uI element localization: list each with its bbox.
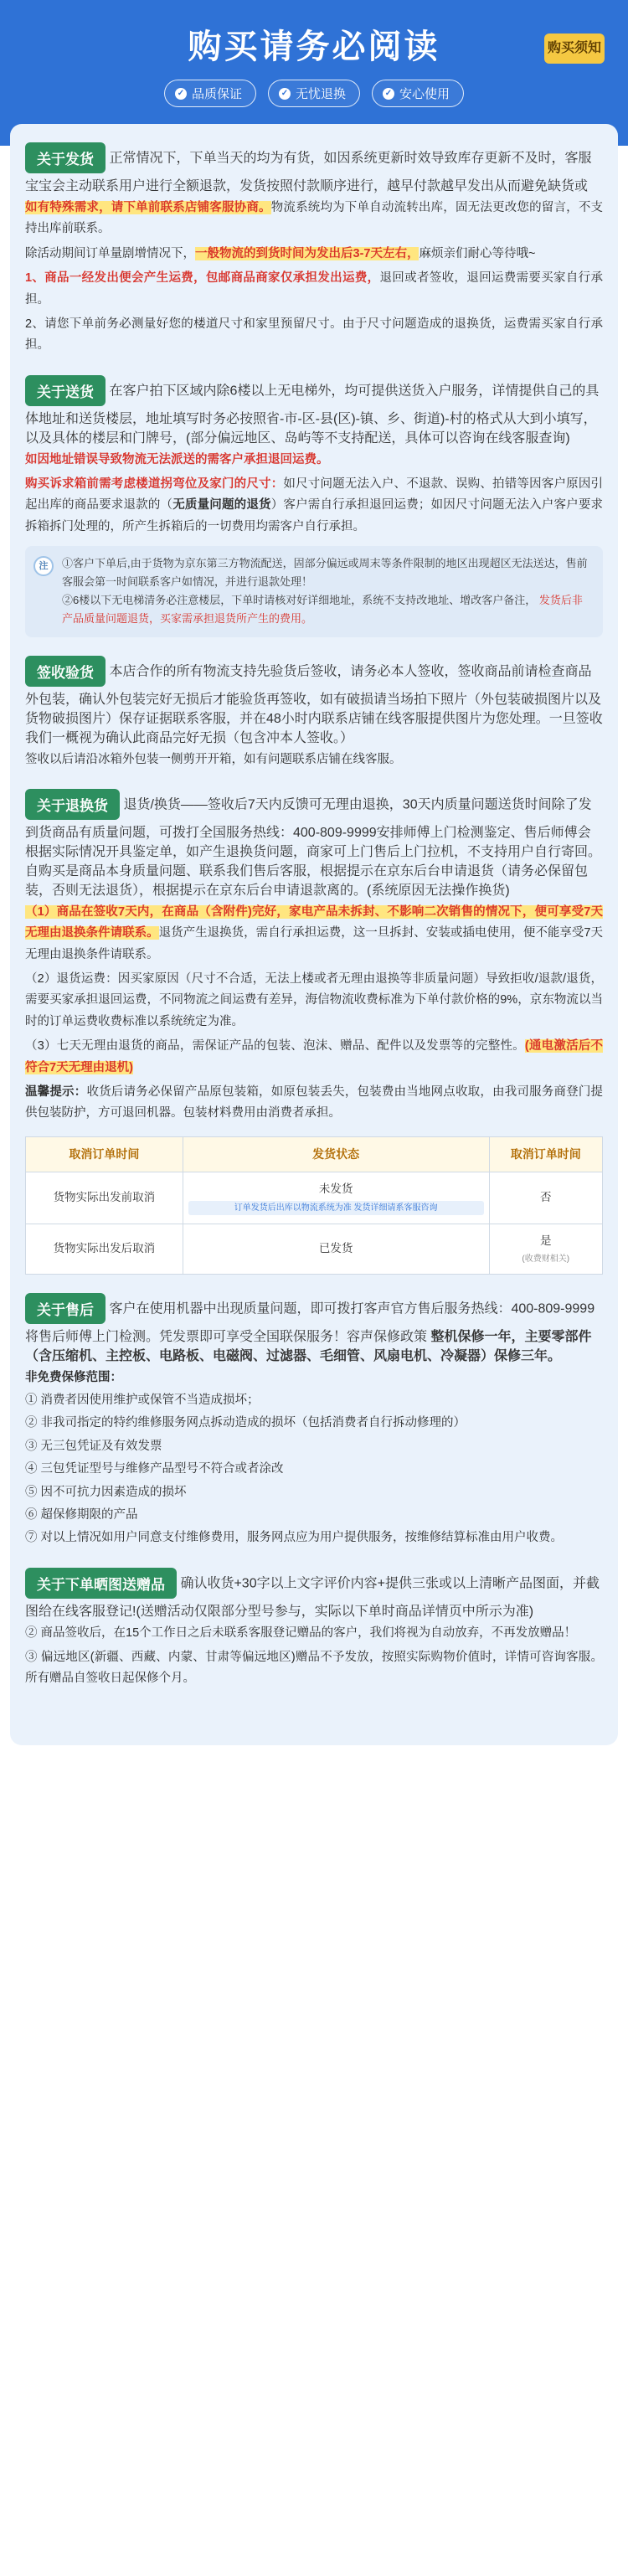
badge-return [268, 80, 360, 107]
shipping-p2 [25, 244, 603, 265]
table-header-row [26, 1136, 603, 1172]
sign-p2: 签收以后请沿冰箱外包装一侧剪开开箱，如有问题联系店铺在线客服。 [25, 752, 402, 766]
sign-p1: 本店合作的所有物流支持先验货后签收，请务必本人签收，签收商品前请检查商品外包装，确认外包装完好无损后才能验货再签收，如有破损请当场拍下照片（外包装破损图片以及货物破损图片）保存证据联系客服，并在48小时内联系店铺在线客服提供图片为您处理。一旦签收我们一概视为确认此商品完好无损（包含冲本人签收。） [25, 664, 603, 745]
shipping-p2-tail: 麻烦亲们耐心等待哦~ [419, 246, 536, 260]
delivery-note-red [25, 450, 603, 471]
section-aftersale-heading: 关于售后 [25, 1293, 106, 1324]
delivery-note-2 [62, 591, 593, 628]
section-gift-heading: 关于下单晒图送赠品 [25, 1568, 177, 1599]
delivery-note-1: ①客户下单后,由于货物为京东第三方物流配送，固部分偏远或周末等条件限制的地区出现超区无法送达，售前客服会第一时间联系客户如情况，并进行退款处理！ [62, 557, 588, 589]
section-delivery [25, 375, 603, 637]
shipping-p1-wrap [25, 198, 603, 240]
page-title: 购买请务必阅读 [188, 28, 440, 65]
aftersale-item: ⑤ 因不可抗力因素造成的损坏 [25, 1485, 187, 1499]
check-icon: ✓ [279, 88, 291, 100]
shipping-p1-highlight: 如有特殊需求，请下单前联系店铺客服协商。 [25, 201, 271, 214]
return-tip-label: 温馨提示： [25, 1084, 87, 1099]
return-p1: 退货/换货——签收后7天内反馈可无理由退换，30天内质量问题送货时间除了发到货商品有质量问题，可拨打全国服务热线：400-809-9999安排师傅上门检测鉴定、售后师傅会根据实际情况开具鉴定单，如产生退换货问题，商家可上门售后上门拉机，不支持用户自行寄回。自购买是商品本身质量问题、联系我们售后客服，根据提示在京东后台申请退货（请务必保留包装，否则无法退货），根据提示在京东后台申请退款离的。(系统原因无法操作换货) [25, 797, 602, 898]
return-item-1 [25, 902, 603, 966]
table-row [26, 1172, 603, 1224]
aftersale-p1-highlight: 整机保修一年，主要零部件（含压缩机、主控板、电路板、电磁阀、过滤器、毛细管、风扇电机、冷凝器）保修三年。 [25, 1329, 592, 1363]
shipping-p2-head: 除活动期间订单量剧增情况下， [25, 246, 195, 260]
table-cancel-label-2: 是 [540, 1234, 552, 1248]
shipping-p2-highlight: 一般物流的到货时间为发出后3-7天左右， [195, 246, 420, 260]
badge-quality [164, 80, 256, 107]
return-item1-highlight: （1）商品在签收7天内，在商品（含附件)完好，家电产品未拆封、不影响二次销售的情况下，便可享受7天无理由退换条件请联系。 [25, 904, 603, 940]
badge-label: 无忧退换 [295, 87, 346, 101]
table-cell-status-1 [183, 1172, 489, 1224]
section-return-heading: 关于退换货 [25, 789, 120, 820]
delivery-p2b: ）客户需自行承担退回运费；如因尺寸问题无法入户客户要求拆箱拆门处理的，所产生拆箱后的一切费用均需客户自行承担。 [25, 498, 604, 533]
delivery-note-box [25, 546, 603, 636]
section-aftersale [25, 1293, 603, 1549]
table-status-label-1: 未发货 [318, 1182, 353, 1195]
return-item-2: （2）退货运费：因买家原因（尺寸不合适，无法上楼或者无理由退换等非质量问题）导致拒收/退款/退货，需要买家承担退回运费，不同物流之间运费有差异，海信物流收费标准为下单付款价格的9%，京东物流以当时的订单运费收费标准以系统统定为准。 [25, 972, 603, 1028]
shipping-p1-plain: 正常情况下，下单当天的均为有货，如因系统更新时效导致库存更新不及时，客服宝宝会主动联系用户进行全额退款，发货按照付款顺序进行，越早付款越早发出从而避免缺货或 [25, 151, 592, 193]
footer-spacer [25, 1708, 603, 1723]
aftersale-free-title: 非免费保修范围： [25, 1370, 122, 1384]
badge-safe [372, 80, 464, 107]
gift-p3: ③ 偏远地区(新疆、西藏、内蒙、甘肃等偏远地区)赠品不予发放，按照实际购物价值时，详情可咨询客服。所有赠品自签收日起保修个月。 [25, 1651, 603, 1686]
gift-p1: 确认收货+30字以上文字评价内容+提供三张或以上清晰产品图面，并截图给在线客服登记!(送赠活动仅限部分型号参与，实际以下单时商品详情页中所示为准) [25, 1576, 600, 1619]
shipping-item-2: 2、请您下单前务必测量好您的楼道尺寸和家里预留尺寸。由于尺寸问题造成的退换货，运费需买家自行承担。 [25, 317, 603, 353]
section-shipping [25, 142, 603, 357]
delivery-p2a: 如尺寸问题无法入户、不退款、误购、拍错等因客户原因引起出库的商品要求退款的（ [25, 477, 604, 513]
table-cell-status-2: 已发货 [183, 1224, 489, 1274]
table-col-header-1: 取消订单时间 [26, 1136, 183, 1172]
section-return [25, 789, 603, 1275]
return-tip [25, 1082, 603, 1125]
table-col-header-3: 取消订单时间 [489, 1136, 603, 1172]
notice-tag: 购买须知 [544, 33, 605, 64]
badge-label: 安心使用 [399, 87, 450, 101]
content-card [10, 124, 618, 1745]
check-icon: ✓ [383, 88, 394, 100]
return-tip-text: 收货后请务必保留产品原包装箱，如原包装丢失，包装费由当地网点收取，由我司服务商登门提供包装防护，方可退回机器。包装材料费用由消费者承担。 [25, 1084, 604, 1121]
delivery-p1: 在客户拍下区域内除6楼以上无电梯外，均可提供送货入户服务，详情提供自己的具体地址和送货楼层，地址填写时务必按照省-市-区-县(区)-镇、乡、街道)-村的格式从大到小填写，以及具体的楼层和门牌号，(部分偏远地区、岛屿等不支持配送，具体可以咨询在线客服查询) [25, 384, 600, 446]
table-col-header-2: 发货状态 [183, 1136, 489, 1172]
shipping-item-1 [25, 268, 603, 311]
table-cell-time-1: 货物实际出发前取消 [26, 1172, 183, 1224]
delivery-size-warning [25, 474, 603, 538]
aftersale-item: ② 非我司指定的特约维修服务网点拆动造成的损坏（包括消费者自行拆动修理的） [25, 1416, 466, 1430]
table-cell-cancel-1: 否 [489, 1172, 603, 1224]
shipping-address-warning: 如因地址错误导致物流无法派送的需客户承担退回运费。 [25, 452, 329, 466]
shipping-p1-tail: 物流系统均为下单自动流转出库，固无法更改您的留言，不支持出库前联系。 [25, 201, 604, 236]
aftersale-p1: 客户在使用机器中出现质量问题，即可拨打客声官方售后服务热线：400-809-9999将售后师傅上门检测。凭发票即可享受全国联保服务！容声保修政策 [25, 1301, 595, 1344]
aftersale-item: ③ 无三包凭证及有效发票 [25, 1439, 162, 1453]
return-item-3 [25, 1036, 603, 1079]
delivery-size-highlight: 购买诉求箱前需考虑楼道拐弯位及家门的尺寸： [25, 477, 284, 491]
shipping-item1-head: 1、商品一经发出便会产生运费，包邮商品商家仅承担发出运费， [25, 271, 380, 286]
section-gift [25, 1568, 603, 1690]
return-item1-tail: 退货产生退换货，需自行承担运费，这一旦拆封、安装或插电使用，便不能享受7天无理由退换条件请联系。 [25, 926, 604, 961]
delivery-note-2-text: ②6楼以下无电梯清务必注意楼层，下单时请核对好详细地址，系统不支持改地址、增改客户备注， [62, 594, 537, 607]
section-sign-heading: 签收验货 [25, 656, 106, 687]
table-cell-time-2: 货物实际出发后取消 [26, 1224, 183, 1274]
return-item3-head: （3）七天无理由退货的商品，需保证产品的包装、泡沫、赠品、配件以及发票等的完整性。 [25, 1039, 525, 1054]
aftersale-item: ④ 三包凭证型号与维修产品型号不符合或者涂改 [25, 1462, 284, 1476]
aftersale-item: ⑥ 超保修期限的产品 [25, 1507, 138, 1522]
table-cell-cancel-2 [489, 1224, 603, 1274]
table-status-note-1: 订单发货后出库以物流系统为准 发货详细请系客服咨询 [188, 1201, 484, 1216]
section-delivery-heading: 关于送货 [25, 375, 106, 406]
badge-label: 品质保证 [191, 87, 242, 101]
check-icon: ✓ [175, 88, 187, 100]
gift-p2: ② 商品签收后，在15个工作日之后未联系客服登记赠品的客户，我们将视为自动放弃，不再发放赠品！ [25, 1625, 577, 1640]
table-row [26, 1224, 603, 1274]
aftersale-item: ⑦ 对以上情况如用户同意支付维修费用，服务网点应为用户提供服务，按维修结算标准由用户收费。 [25, 1531, 564, 1545]
cancel-order-table [25, 1136, 603, 1275]
delivery-note-2-highlight: 发货后非产品质量问题退货，买家需承担退货所产生的费用。 [62, 594, 583, 626]
delivery-p2-hl: 无质量问题的退货 [172, 498, 271, 513]
aftersale-item: ① 消费者因使用维护或保管不当造成损坏； [25, 1394, 260, 1407]
info-icon: 注 [33, 556, 54, 576]
section-shipping-heading: 关于发货 [25, 142, 106, 173]
badge-row [0, 80, 628, 107]
shipping-item1-tail: 退回或者签收，退回运费需要买家自行承担。 [25, 271, 604, 307]
table-cancel-note-2: (收费财相关) [522, 1254, 570, 1264]
section-sign [25, 656, 603, 770]
return-item3-highlight: (通电激活后不符合7天无理由退机) [25, 1039, 604, 1074]
